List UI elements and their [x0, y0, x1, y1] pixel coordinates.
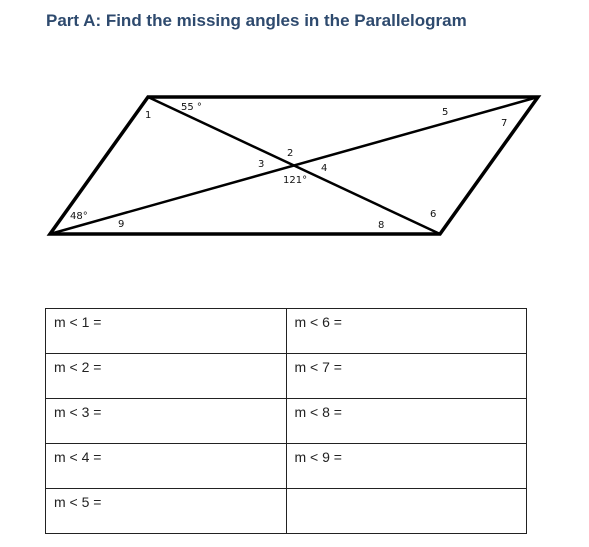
answer-cell[interactable]: m < 8 =	[286, 399, 527, 444]
answer-cell[interactable]: m < 7 =	[286, 354, 527, 399]
angle-label-8: 8	[378, 220, 385, 231]
answer-cell[interactable]: m < 3 =	[46, 399, 287, 444]
angle-label-7: 7	[501, 118, 508, 129]
answer-cell[interactable]: m < 6 =	[286, 309, 527, 354]
angle-label-6: 6	[430, 209, 437, 220]
table-row	[46, 444, 527, 489]
table-row	[46, 399, 527, 444]
table-row	[46, 309, 527, 354]
given-angle-top-left: 55 °	[181, 102, 202, 113]
answer-cell[interactable]: m < 2 =	[46, 354, 287, 399]
angle-label-3: 3	[258, 159, 265, 170]
angle-label-1: 1	[145, 110, 152, 121]
answer-table	[45, 308, 527, 534]
angle-label-5: 5	[442, 107, 449, 118]
table-row	[46, 354, 527, 399]
angle-label-9: 9	[118, 219, 125, 230]
answer-cell[interactable]: m < 9 =	[286, 444, 527, 489]
page-title: Part A: Find the missing angles in the Parallelogram	[46, 11, 467, 30]
given-angle-center: 121°	[283, 175, 308, 186]
answer-cell[interactable]: m < 1 =	[46, 309, 287, 354]
diagonal-bottom-left-to-top-right	[50, 97, 538, 234]
given-angle-bottom-left: 48°	[70, 211, 88, 222]
answer-cell[interactable]: m < 5 =	[46, 489, 287, 534]
angle-label-4: 4	[321, 163, 328, 174]
answer-cell[interactable]: m < 4 =	[46, 444, 287, 489]
answer-cell[interactable]	[286, 489, 527, 534]
angle-label-2: 2	[287, 148, 294, 159]
table-row	[46, 489, 527, 534]
